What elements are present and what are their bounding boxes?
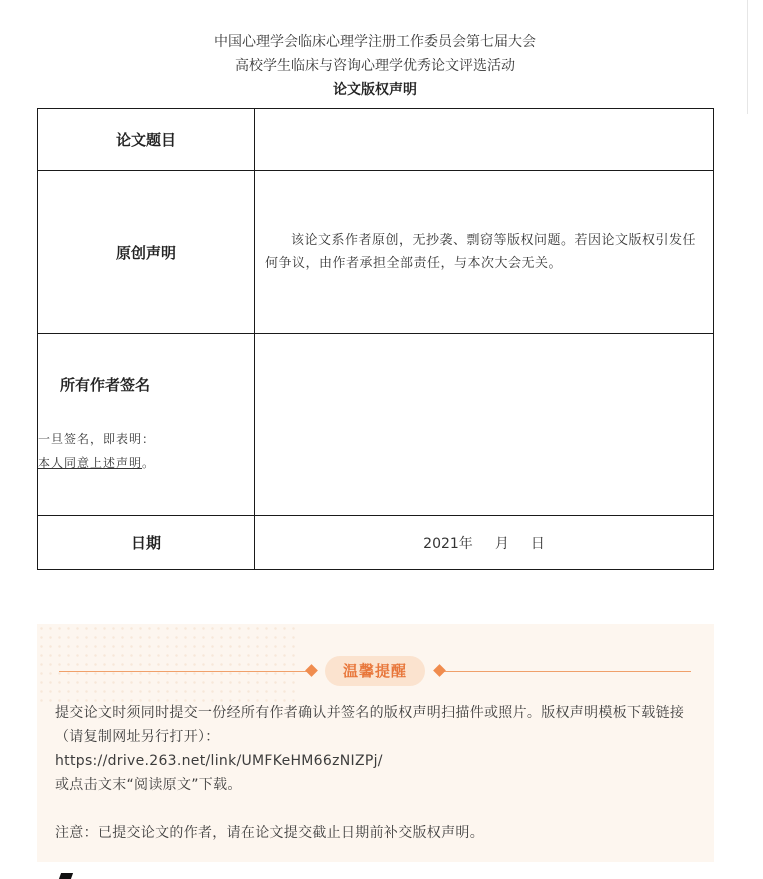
reminder-note: 注意：已提交论文的作者，请在论文提交截止日期前补交版权声明。: [55, 825, 484, 841]
reminder-body: [55, 701, 700, 845]
cropped-glyph-decoration: [59, 873, 73, 879]
date-day: 日: [530, 535, 545, 552]
signature-note-2: 本人同意上述声明: [38, 456, 143, 470]
date-field[interactable]: [255, 516, 714, 570]
originality-statement: 该论文系作者原创，无抄袭、剽窃等版权问题。若因论文版权引发任何争议，由作者承担全部责任，与本次大会无关。: [265, 233, 697, 271]
reminder-rule-right: [439, 671, 691, 672]
signature-label-cell: [38, 334, 255, 516]
originality-label: 原创声明: [38, 171, 255, 334]
document-header: [0, 30, 750, 102]
dot-pattern-decoration: [37, 624, 297, 704]
signature-note-2-end: 。: [142, 456, 156, 470]
signature-field[interactable]: [255, 334, 714, 516]
date-month: 月: [494, 535, 509, 552]
reminder-box: [37, 624, 714, 862]
diamond-right-icon: [433, 664, 446, 677]
header-line-2: 高校学生临床与咨询心理学优秀论文评选活动: [235, 58, 515, 74]
download-link[interactable]: https://drive.263.net/link/UMFKeHM66zNIZPj/: [55, 753, 383, 769]
signature-note-2-wrap: [38, 451, 254, 475]
signature-label: 所有作者签名: [60, 376, 151, 394]
date-year: 2021年: [423, 535, 473, 552]
paper-title-field[interactable]: [255, 109, 714, 171]
diamond-left-icon: [305, 664, 318, 677]
table-row-signature: [38, 334, 714, 516]
header-line-3: 论文版权声明: [333, 82, 417, 98]
header-line-1: 中国心理学会临床心理学注册工作委员会第七届大会: [214, 34, 536, 50]
date-label: 日期: [38, 516, 255, 570]
reminder-rule-left: [59, 671, 311, 672]
reminder-paragraph-2: 或点击文末“阅读原文”下载。: [55, 777, 242, 793]
paper-title-label: 论文题目: [38, 109, 255, 171]
originality-cell: [255, 171, 714, 334]
copyright-form-table: [37, 108, 714, 570]
table-row-title: [38, 109, 714, 171]
reminder-paragraph-1: 提交论文时须同时提交一份经所有作者确认并签名的版权声明扫描件或照片。版权声明模板下载链接（请复制网址另行打开）：: [55, 705, 685, 745]
reminder-title: 温馨提醒: [325, 656, 425, 686]
table-row-date: [38, 516, 714, 570]
signature-note-1: 一旦签名，即表明：: [38, 432, 156, 446]
table-row-originality: [38, 171, 714, 334]
